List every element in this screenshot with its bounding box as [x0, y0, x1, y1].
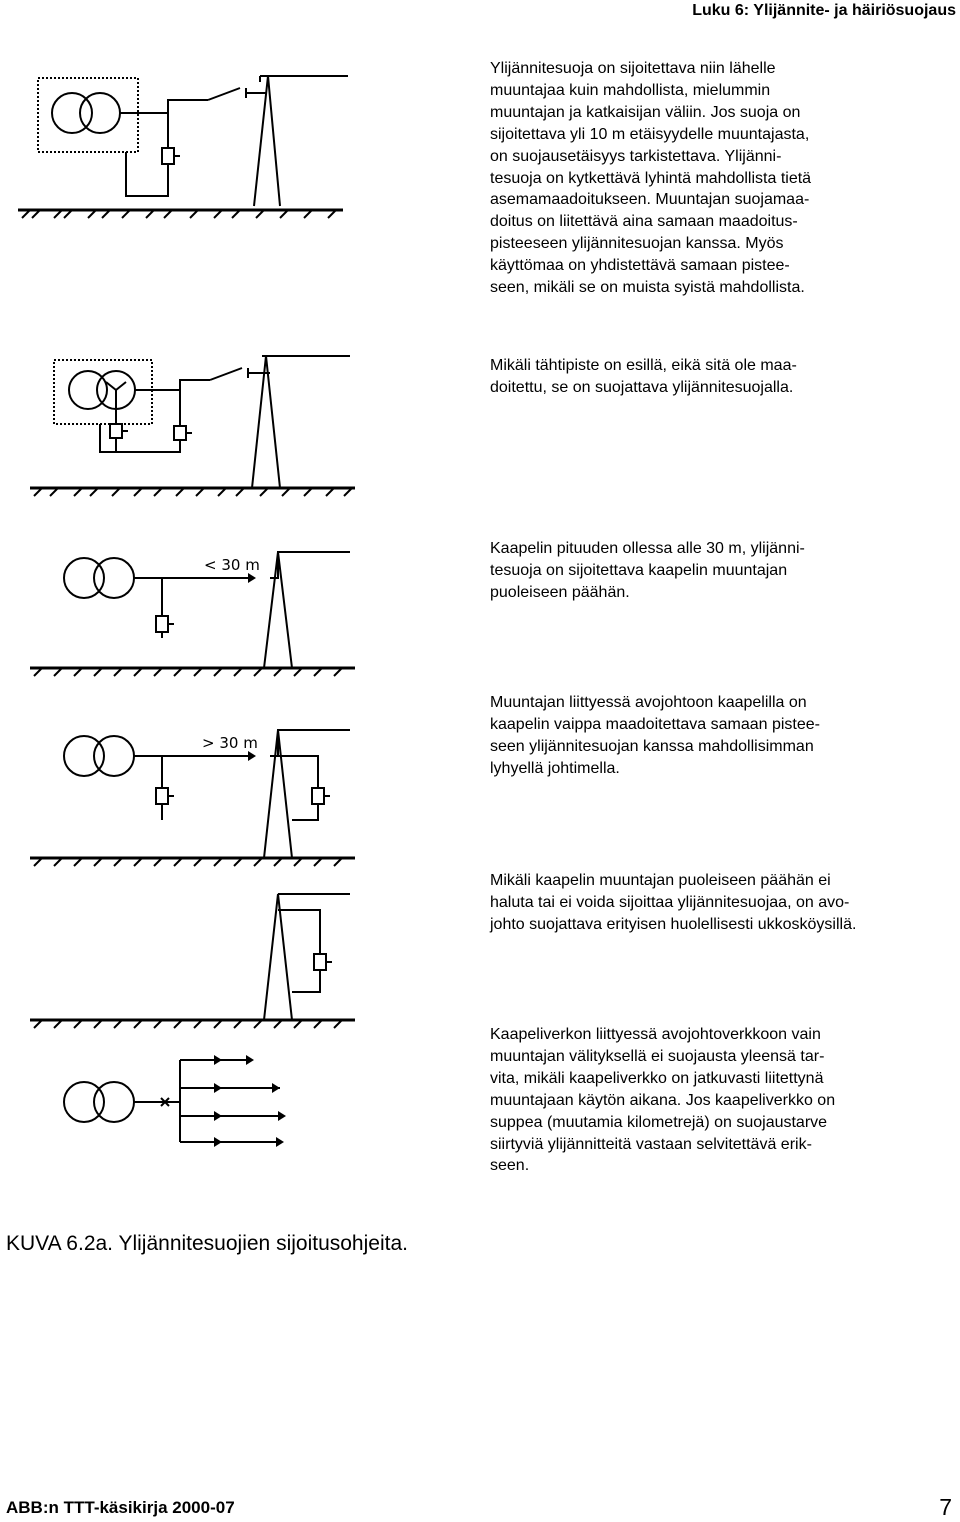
- section-6-text: Kaapeliverkon liittyessä avojohtoverkkoon vain muuntajan välityksellä ei suojausta yleensä tar- vita, mikäli kaapeliverkko on jatkuvasti liitettynä muuntajaan käytön aikana. Jos kaapeliverkko on suppea (muutamia kilometrejä) on suojaustarve siirtyviä ylijännitteitä vastaan selvitettävä erik- seen.: [490, 1026, 836, 1175]
- figure-cable-under-30m: [30, 530, 360, 690]
- figure-star-point-arrester: [30, 352, 360, 497]
- section-1-text: Ylijännitesuoja on sijoitettava niin lähelle muuntajaa kuin mahdollista, mielummin muuntajan ja katkaisijan väliin. Jos suoja on sijoitettava yli 10 m etäisyydelle muuntajasta, on suojausetäisyys tarkistettava. Ylijänni- tesuoja on kytkettävä lyhintä mahdollista tietä asemamaadoitukseen. Muuntajan suojamaa- doitus on liitettävä aina samaan maadoitus- pisteeseen ylijännitesuojan kanssa. Myös käyttömaa on yhdistettävä samaan pistee- seen, mikäli se on muista syistä mahdollista.: [490, 60, 812, 297]
- section-5-text: Mikäli kaapelin muuntajan puoleiseen päähän ei haluta tai ei voida sijoittaa ylijännitesuojaa, on avo- johto suojattava erityisen huolellisesti ukkosköysillä.: [490, 872, 857, 933]
- section-3-text: Kaapelin pituuden ollessa alle 30 m, ylijänni- tesuoja on sijoitettava kaapelin muuntajan puoleiseen päähän.: [490, 540, 805, 601]
- figure-caption: KUVA 6.2a. Ylijännitesuojien sijoitusohjeita.: [6, 1232, 408, 1255]
- distance-label-over-30m: > 30 m: [202, 734, 258, 752]
- section-4-text: Muuntajan liittyessä avojohtoon kaapelilla on kaapelin vaippa maadoitettava samaan pistee- seen ylijännitesuojan kanssa mahdollisimman lyhyellä johtimella.: [490, 694, 820, 777]
- section-2-text: Mikäli tähtipiste on esillä, eikä sitä ole maa- doitettu, se on suojattava ylijännitesuojalla.: [490, 357, 797, 396]
- page-number: 7: [939, 1494, 952, 1520]
- figure-transformer-switch-arrester: [18, 70, 348, 225]
- figure-cable-over-30m: [30, 690, 360, 870]
- page-header-title: Luku 6: Ylijännite- ja häiriösuojaus: [692, 2, 956, 19]
- footer-source: ABB:n TTT-käsikirja 2000-07: [6, 1498, 235, 1517]
- distance-label-under-30m: < 30 m: [204, 556, 260, 574]
- figure-overhead-line-arrester: [30, 880, 360, 1030]
- figure-cable-network: [50, 1030, 350, 1170]
